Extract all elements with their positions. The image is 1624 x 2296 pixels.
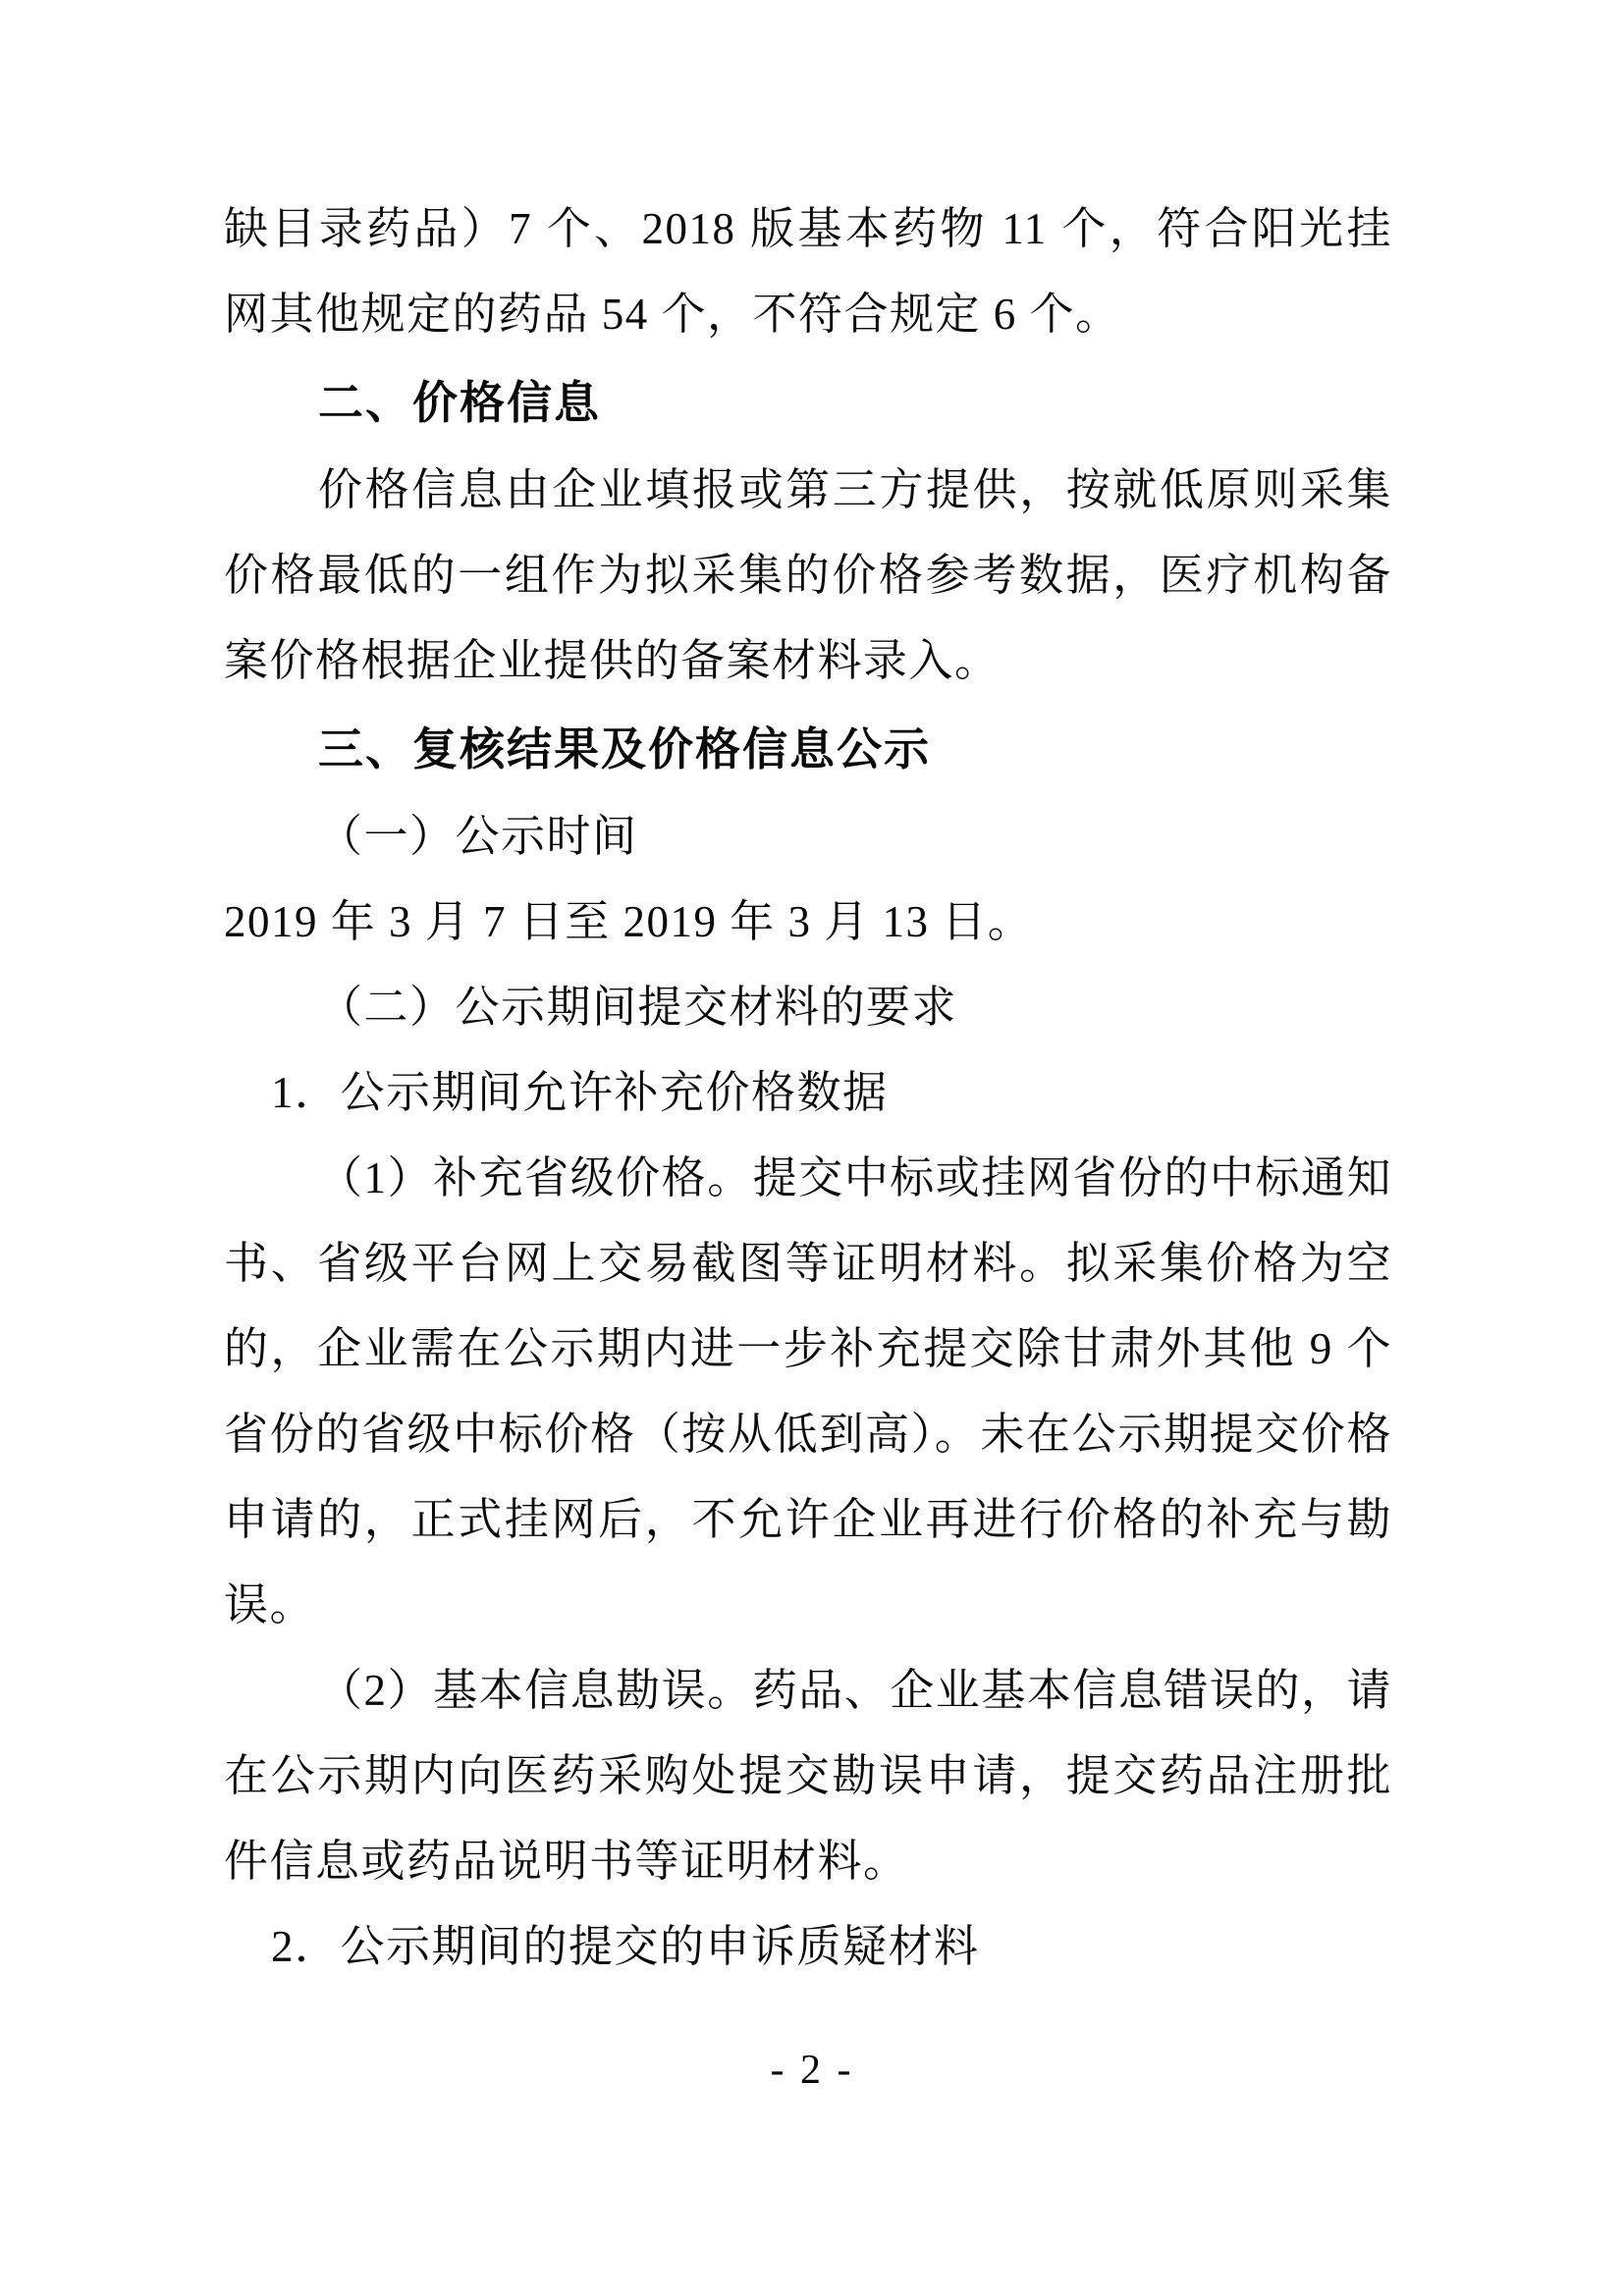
- paragraph-price-info-body: 价格信息由企业填报或第三方提供，按就低原则采集价格最低的一组作为拟采集的价格参考数据，医疗机构备案价格根据企业提供的备案材料录入。: [224, 465, 1392, 685]
- page-number: - 2 -: [770, 2048, 854, 2093]
- list-item-1-heading: 1．公示期间允许补充价格数据: [271, 1068, 889, 1117]
- section-heading-review-results: 三、复核结果及价格信息公示: [318, 722, 931, 775]
- list-item-1-2: （2）基本信息勘误。药品、企业基本信息错误的，请在公示期内向医药采购处提交勘误申请，提交药品注册批件信息或药品说明书等证明材料。: [224, 1666, 1392, 1886]
- subsection-heading-disclosure-period: （一）公示时间: [318, 812, 638, 861]
- paragraph-disclosure-dates: 2019 年 3 月 7 日至 2019 年 3 月 13 日。: [224, 897, 1034, 946]
- list-item-1-1: （1）补充省级价格。提交中标或挂网省份的中标通知书、省级平台网上交易截图等证明材料。拟采集价格为空的，企业需在公示期内进一步补充提交除甘肃外其他 9 个省份的省级中标价格（按从低到高）。未在公示期提交价格申请的，正式挂网后，不允许企业再进行价格的补充与勘误。: [224, 1153, 1392, 1629]
- subsection-heading-material-requirements: （二）公示期间提交材料的要求: [318, 983, 958, 1032]
- document-body: [224, 187, 1392, 1990]
- paragraph-continuation: 缺目录药品）7 个、2018 版基本药物 11 个，符合阳光挂网其他规定的药品 54 个，不符合规定 6 个。: [224, 204, 1392, 339]
- section-heading-price-info: 二、价格信息: [318, 376, 601, 429]
- list-item-2-heading: 2．公示期间的提交的申诉质疑材料: [271, 1922, 980, 1971]
